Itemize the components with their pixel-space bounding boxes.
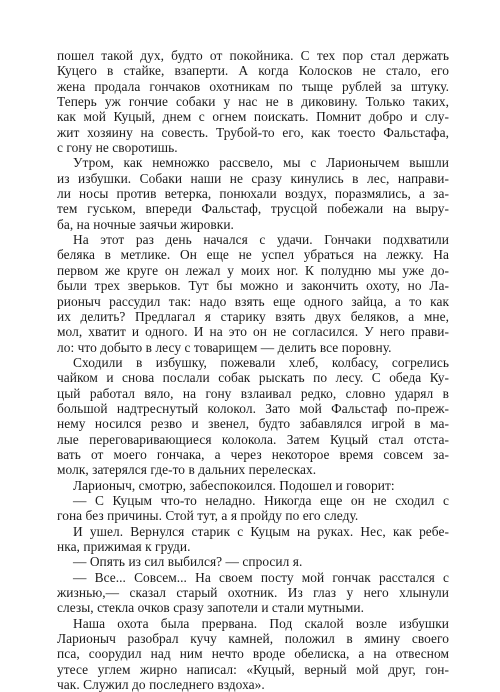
text-line: Наша охота была прервана. Под скалой возле избушки	[73, 615, 449, 631]
text-line: с гону не своротишь.	[57, 140, 178, 156]
text-line: их делить? Предлагал я старику взять двух беляков, а мне,	[57, 308, 449, 324]
text-line: утесе углем жирно написал: «Куцый, верный мой друг, гон-	[57, 661, 449, 677]
text-line: нка, прижимая к груди.	[57, 539, 191, 554]
text-line: Сходили в избушку, пожевали хлеб, колбасу, согрелись	[73, 354, 449, 370]
text-line: Куцего в стайке, взаперти. А когда Колосков не стало, его	[57, 63, 449, 79]
text-line: были трех зверьков. Тут бы можно и закончить охоту, но Ла-	[57, 278, 449, 294]
text-line: Теперь уж гончие собаки у нас не в диковину. Только таких,	[57, 94, 449, 110]
text-line: чайком и снова послали собак рыскать по лесу. С обеда Ку-	[57, 370, 449, 386]
paragraph	[57, 493, 449, 524]
text-line: вать от моего гончака, а через некоторое время совсем за-	[57, 446, 449, 462]
text-line: ло: что добыто в лесу с товарищем — делить все поровну.	[57, 339, 392, 355]
text-line: молк, затерялся где-то в дальних перелесках.	[57, 462, 317, 478]
text-line: пошел такой дух, будто от покойника. С тех пор стал держать	[57, 48, 449, 63]
text-line: тем гуськом, впереди Фальстаф, трусцой побежали на выру-	[57, 201, 449, 217]
text-line: ли носы против ветерка, понюхали воздух, поразмялись, а за-	[57, 186, 449, 202]
text-line: мол, хватит и одного. И на это он не согласился. У него прави-	[57, 324, 449, 340]
text-line: цый работал вяло, на гону взлаивал редко, словно ударял в	[57, 385, 449, 401]
text-line: из избушки. Собаки наши не сразу кинулись в лес, направи-	[57, 170, 449, 186]
paragraph	[57, 478, 449, 493]
text-line: И ушел. Вернулся старик с Куцым на руках. Нес, как ребе-	[73, 523, 449, 539]
text-line: как мой Куцый, днем с огнем поискать. Помнит добро и слу-	[57, 109, 449, 125]
book-page-text	[57, 48, 449, 692]
text-line: Утром, как немножко рассвело, мы с Ларионычем вышли	[73, 155, 449, 171]
text-line: — Все... Совсем... На своем посту мой гончак расстался с	[73, 569, 449, 585]
text-line: жена продала гончаков охотникам по тыще рублей за штуку.	[57, 78, 449, 94]
text-line: жизнью,— сказал старый охотник. Из глаз у него хлынули	[57, 585, 449, 601]
text-line: рионыч рассудил так: надо взять еще одного зайца, а то как	[57, 293, 449, 309]
text-line: ба, на ночные заячьи жировки.	[57, 216, 234, 232]
text-line: чак. Служил до последнего вздоха».	[57, 677, 265, 692]
text-line: пса, соорудил над ним нечто вроде обелиска, а на отвесном	[57, 646, 449, 662]
text-line: жит хозяину на совесть. Трубой-то его, как тоесто Фальстафа,	[57, 124, 449, 140]
text-line: беляка в метлике. Он еще не успел убраться на лежку. На	[57, 247, 449, 263]
text-line: гона без причины. Стой тут, а я пройду по его следу.	[57, 508, 359, 524]
text-line: первом же круге он лежал у моих ног. К полудню мы уже до-	[57, 262, 449, 278]
paragraph	[57, 355, 449, 478]
paragraph	[57, 524, 449, 555]
text-line: лые переговаривающиеся колокола. Затем Куцый стал отста-	[57, 431, 449, 447]
text-line: нему носился резво и звенел, будто забавлялся игрой в ма-	[57, 416, 449, 432]
text-line: Ларионыч разобрал кучу камней, положил в ямину своего	[57, 631, 449, 647]
text-line: Ларионыч, смотрю, забеспокоился. Подошел и говорит:	[73, 477, 395, 493]
text-line: На этот раз день начался с удачи. Гончаки подхватили	[73, 232, 449, 248]
paragraph	[57, 616, 449, 692]
text-line: большой надтреснутый колокол. Зато мой Фальстаф по-преж-	[57, 400, 449, 416]
paragraph	[57, 554, 449, 569]
paragraph	[57, 48, 449, 155]
text-line: — С Куцым что-то неладно. Никогда еще он не сходил с	[73, 492, 449, 508]
paragraph	[57, 155, 449, 232]
paragraph	[57, 570, 449, 616]
text-line: слезы, стекла очков сразу запотели и стали мутными.	[57, 600, 365, 616]
text-line: — Опять из сил выбился? — спросил я.	[73, 554, 303, 570]
paragraph	[57, 232, 449, 355]
